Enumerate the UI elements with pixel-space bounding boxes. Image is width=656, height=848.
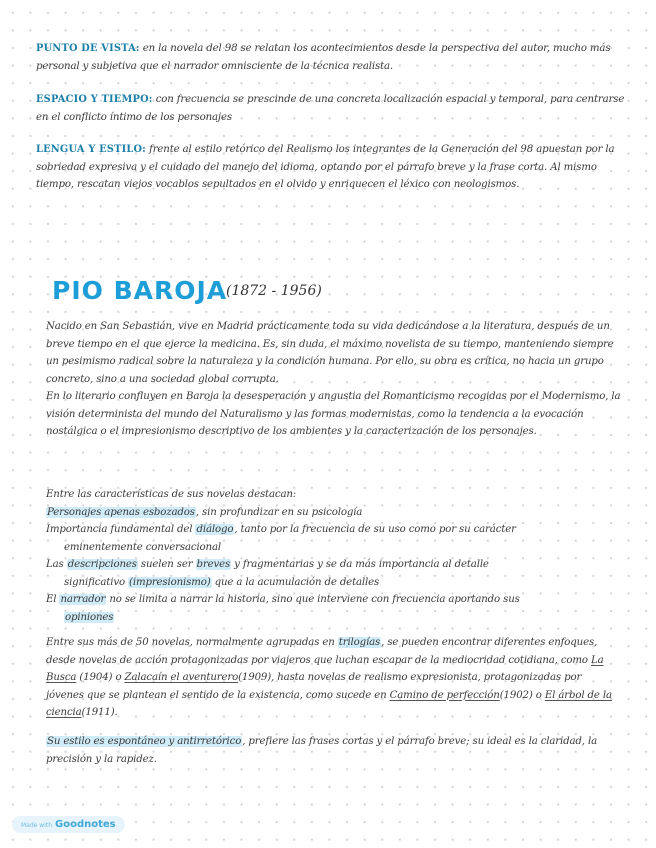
book-title: La Busca [46,654,604,683]
bio-paragraph-2: En lo literario confluyen en Baroja la desesperación y angustia del Romanticismo recogidas por el Modernismo, la visión determinista del mundo del Naturalismo y las formas modernistas, como la tendencia a la evocación nostálgica o el impresionismo descriptivo de los ambientes y la caracterización de los personajes. [46,391,621,437]
feature-text: Las [46,559,67,570]
feature-item [46,504,622,522]
paragraph-text: Entre sus más de 50 novelas, normalmente agrupadas en [46,637,338,648]
feature-highlight: breves [196,559,231,570]
section-heading: ESPACIO Y TIEMPO: [36,94,153,105]
feature-text: significativo [64,576,129,588]
feature-highlight: narrador [60,594,106,605]
feature-highlight: Personajes apenas esbozados [47,506,195,518]
paragraph-text: (1909), hasta novelas de realismo expresionista, protagonizadas por jóvenes que se plantean el sentido de la existencia, como sucede en [46,672,582,701]
author-title: PIO BAROJA [52,276,228,305]
paragraph-text: frente al estilo retórico del Realismo los integrantes de la Generación del 98 apuestan por la sobriedad expresiva y el cuidado del manejo del idioma, optando por el párrafo breve y la frase corta. Al mismo tiempo, rescatan viejos vocablos sepultados en el olvido y enriquecen el léxico con neologismos. [36,144,615,190]
feature-text: El [46,594,60,605]
bio-paragraph-1: Nacido en San Sebastián, vive en Madrid prácticamente toda su vida dedicándose a la literatura, después de un breve tiempo en el que ejerce la medicina. Es, sin duda, el máximo novelista de su tiempo, manteniendo siempre un pesimismo radical sobre la naturaleza y la condición humana. Por ello, su obra es crítica, no hacia un grupo concreto, sino a una sociedad global corrupta. [46,321,614,385]
features-intro: Entre las características de sus novelas destacan: [46,489,297,500]
feature-highlight: (impresionismo) [129,576,211,588]
paragraph-text: , se pueden encontrar diferentes enfoques, desde novelas de acción protagonizadas por viajeros que luchan escapar de la mediocridad cotidiana, como [46,637,598,666]
paragraph-text: , prefiere las frases cortas y el párrafo breve; su ideal es la claridad, la precisión y la rapidez. [46,736,597,765]
feature-item [46,591,622,626]
highlight-style: Su estilo es espontáneo y antirretórico [47,736,242,747]
feature-continuation [46,609,622,627]
feature-highlight: descripciones [67,559,137,570]
paragraph-text: en la novela del 98 se relatan los acontecimientos desde la perspectiva del autor, mucho más personal y subjetiva que el narrador omnisciente de la técnica realista. [36,43,611,72]
feature-highlight: opiniones [65,611,114,623]
features-list [46,486,622,626]
feature-item [46,556,622,591]
paragraph-text: con frecuencia se prescinde de una concreta localización espacial y temporal, para centrarse en el conflicto íntimo de los personajes [36,94,625,123]
feature-text: , tanto por la frecuencia de su uso como por su carácter [234,524,516,535]
feature-text: que a la acumulación de detalles [211,576,380,588]
book-title: El árbol de la ciencia [46,689,612,718]
watermark-brand: Goodnotes [55,819,116,830]
feature-item [46,521,622,556]
feature-text: suelen ser [137,559,196,570]
feature-text: Importancia fundamental del [46,524,196,535]
feature-continuation [46,574,622,592]
highlight-trilogias: trilogías [338,637,381,648]
lengua-estilo-paragraph [36,141,626,194]
punto-de-vista-paragraph [36,40,626,75]
feature-text: , sin profundizar en su psicología [195,506,363,518]
feature-text: y fragmentarias y se da más importancia al detalle [231,559,489,570]
feature-text: no se limita a narrar la historia, sino que interviene con frecuencia aportando sus [106,594,520,605]
feature-highlight: diálogo [196,524,234,535]
watermark-prefix: Made with [21,822,52,829]
section-heading: PUNTO DE VISTA: [36,43,140,54]
style-paragraph [46,733,622,768]
feature-continuation: eminentemente conversacional [64,541,221,553]
paragraph-text: (1904) o [76,672,125,683]
biography [46,318,622,441]
section-heading: LENGUA Y ESTILO: [36,144,146,155]
book-title: Camino de perfección [389,689,500,701]
author-years: (1872 - 1956) [226,283,322,299]
goodnotes-watermark [12,816,125,833]
paragraph-text: (1911). [81,707,118,718]
paragraph-text: (1902) o [499,689,545,701]
espacio-tiempo-paragraph [36,91,626,126]
book-title: Zalacaín el aventurero [124,672,239,683]
novels-paragraph [46,634,622,722]
